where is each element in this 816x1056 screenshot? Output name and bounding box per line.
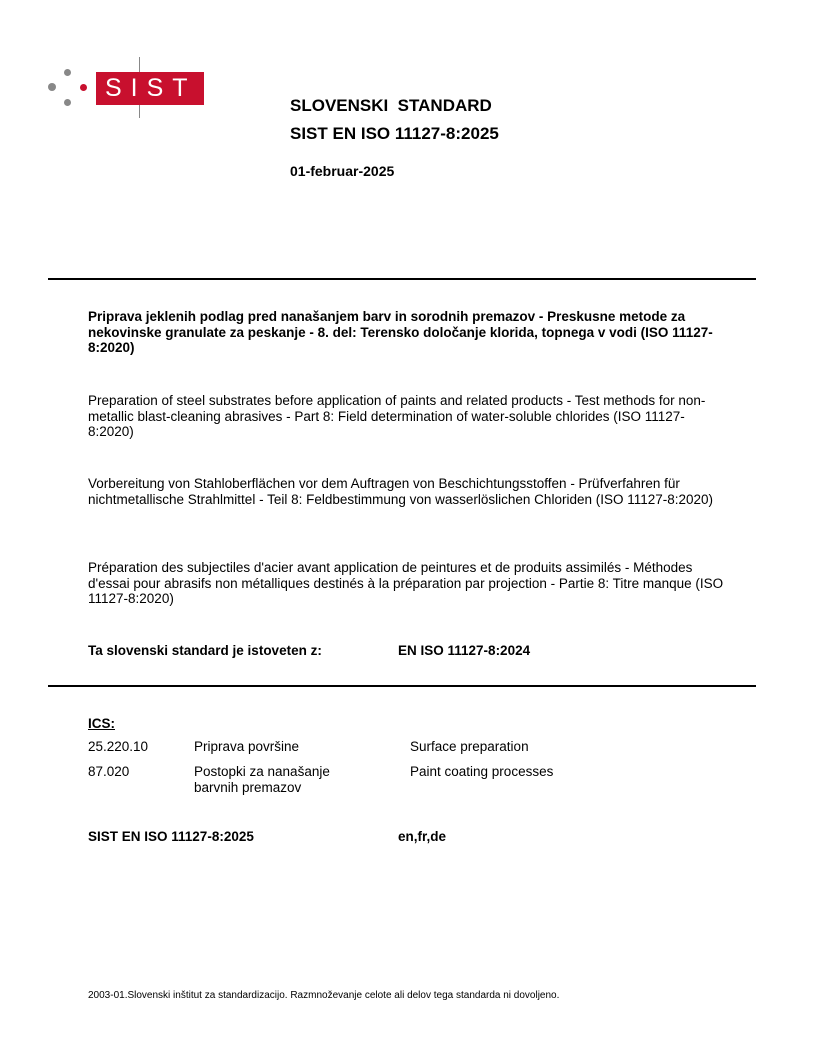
ics-description-en: Paint coating processes: [410, 764, 554, 779]
summary-languages: en,fr,de: [398, 829, 447, 844]
title-german: Vorbereitung von Stahloberflächen vor dem Auftragen von Beschichtungsstoffen - Prüfverfahren für nichtmetallische Strahlmittel - Teil 8: Feldbestimmung von wasserlöslichen Chloriden (ISO 11127-8:2020): [88, 476, 714, 507]
logo-dot-icon: [80, 84, 87, 91]
ics-code: 87.020: [88, 764, 130, 779]
logo-dot-icon: [64, 99, 71, 106]
standard-heading: SLOVENSKI STANDARD: [290, 96, 492, 115]
logo-wordmark: SIST: [96, 72, 204, 105]
ics-description-en: Surface preparation: [410, 739, 529, 754]
title-english: Preparation of steel substrates before application of paints and related products - Test methods for non-metallic blast-cleaning abrasives - Part 8: Field determination of water-soluble chlorides (ISO 11127-8:2020): [88, 393, 706, 439]
copyright-notice: 2003-01.Slovenski inštitut za standardizacijo. Razmnoževanje celote ali delov tega standarda ni dovoljeno.: [88, 990, 560, 1001]
title-french: Préparation des subjectiles d'acier avant application de peintures et de produits assimilés - Méthodes d'essai pour abrasifs non métalliques destinés à la préparation par projection - Partie 8: Titre manque (ISO 11127-8:2020): [88, 560, 724, 606]
logo-dot-icon: [64, 69, 71, 76]
standard-designation: SIST EN ISO 11127-8:2025: [290, 124, 499, 143]
publication-date: 01-februar-2025: [290, 163, 395, 179]
ics-description-sl: Postopki za nanašanje barvnih premazov: [194, 764, 330, 795]
title-slovenian: Priprava jeklenih podlag pred nanašanjem barv in sorodnih premazov - Preskusne metode za nekovinske granulate za peskanje - 8. del: Terensko določanje klorida, topnega v vodi (ISO 11127-8:2020): [88, 309, 713, 355]
identity-value: EN ISO 11127-8:2024: [398, 643, 531, 658]
ics-description-sl: Priprava površine: [194, 739, 300, 754]
identity-label: Ta slovenski standard je istoveten z:: [88, 643, 322, 658]
ics-heading: ICS:: [88, 716, 115, 731]
ics-code: 25.220.10: [88, 739, 149, 754]
summary-designation: SIST EN ISO 11127-8:2025: [88, 829, 254, 844]
logo-dot-icon: [48, 83, 56, 91]
divider-top: [48, 278, 756, 280]
divider-bottom: [48, 685, 756, 687]
